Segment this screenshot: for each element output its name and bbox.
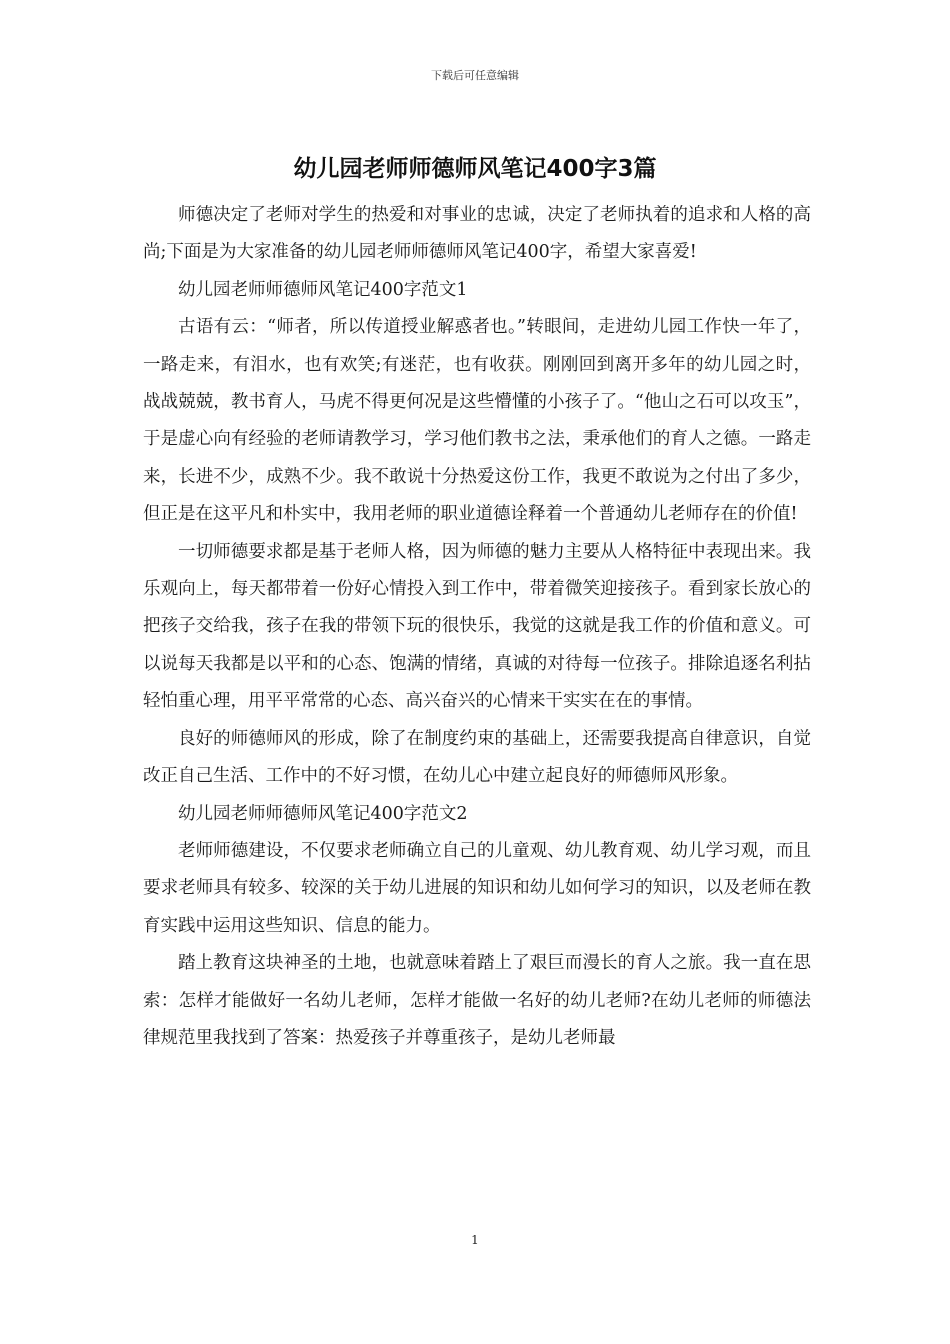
body-paragraph: 良好的师德师风的形成，除了在制度约束的基础上，还需要我提高自律意识，自觉改正自己生活、工作中的不好习惯，在幼儿心中建立起良好的师德师风形象。 [143,728,811,787]
section-heading-1: 幼儿园老师师德师风笔记400字范文1 [178,279,468,300]
document-title: 幼儿园老师师德师风笔记400字3篇 [293,156,657,182]
body-paragraph: 老师师德建设，不仅要求老师确立自己的儿童观、幼儿教育观、幼儿学习观，而且要求老师具有较多、较深的关于幼儿进展的知识和幼儿如何学习的知识，以及老师在教育实践中运用这些知识、信息的能力。 [143,840,811,936]
body-paragraph: 踏上教育这块神圣的土地，也就意味着踏上了艰巨而漫长的育人之旅。我一直在思索：怎样才能做好一名幼儿老师，怎样才能做一名好的幼儿老师?在幼儿老师的师德法律规范里我找到了答案：热爱孩子并尊重孩子，是幼儿老师最 [143,953,811,1048]
body-paragraph: 古语有云：“师者，所以传道授业解惑者也。”转眼间，走进幼儿园工作快一年了，一路走来，有泪水，也有欢笑;有迷茫，也有收获。刚刚回到离开多年的幼儿园之时，战战兢兢，教书育人，马虎不得更何况是这些懵懂的小孩子了。“他山之石可以攻玉”，于是虚心向有经验的老师请教学习，学习他们教书之法，秉承他们的育人之德。一路走来，长进不少，成熟不少。我不敢说十分热爱这份工作，我更不敢说为之付出了多少，但正是在这平凡和朴实中，我用老师的职业道德诠释着一个普通幼儿老师存在的价值! [143,317,811,525]
page-number: 1 [471,1233,479,1247]
document-body [143,197,811,1057]
intro-paragraph: 师德决定了老师对学生的热爱和对事业的忠诚，决定了老师执着的追求和人格的高尚;下面是为大家准备的幼儿园老师师德师风笔记400字，希望大家喜爱! [143,205,811,263]
body-paragraph: 一切师德要求都是基于老师人格，因为师德的魅力主要从人格特征中表现出来。我乐观向上，每天都带着一份好心情投入到工作中，带着微笑迎接孩子。看到家长放心的把孩子交给我，孩子在我的带领下玩的很快乐，我觉的这就是我工作的价值和意义。可以说每天我都是以平和的心态、饱满的情绪，真诚的对待每一位孩子。排除追逐名利拈轻怕重心理，用平平常常的心态、高兴奋兴的心情来干实实在在的事情。 [143,541,811,712]
header-note: 下载后可任意编辑 [431,69,519,82]
section-heading-2: 幼儿园老师师德师风笔记400字范文2 [178,803,468,824]
